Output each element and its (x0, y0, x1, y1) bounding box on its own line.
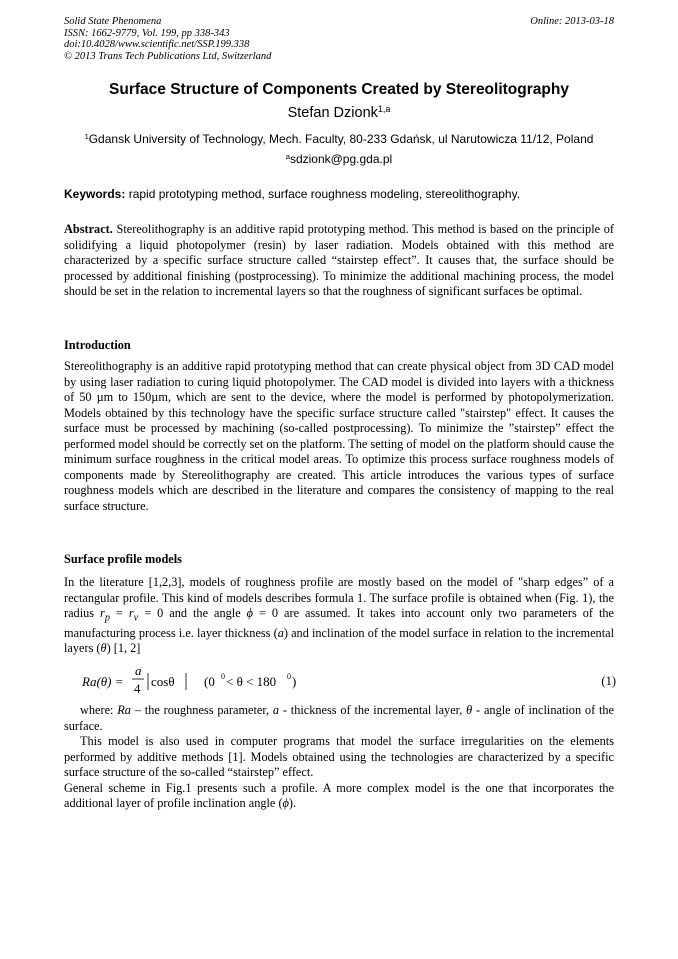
equation-degree-2: 0 (287, 672, 291, 681)
model-usage-paragraph: This model is also used in computer programs that model the surface irregularities on the elements performed by additive methods [1]. Models obtained using the technologies are characterized by a specific surface structure of the so-called “stairstep” effect. (64, 734, 614, 779)
paper-title: Surface Structure of Components Created by Stereolitography (109, 81, 569, 98)
introduction-paragraph (64, 359, 614, 514)
sub-p: p (104, 612, 110, 624)
equation-abs: cosθ (151, 674, 175, 689)
var-ra: Ra (117, 703, 131, 717)
author-email (40, 152, 638, 166)
keywords-label: Keywords: (64, 187, 126, 201)
equation-lhs: Ra(θ) = (82, 674, 124, 689)
journal-issn: ISSN: 1662-9779, Vol. 199, pp 338-343 (64, 27, 230, 39)
surface-profile-paragraph (64, 575, 614, 657)
section-heading-surface-profile: Surface profile models (64, 552, 182, 566)
abstract-text: Stereolithography is an additive rapid prototyping method. This method is based on the principle of solidifying a liquid photopolymer (resin) by laser radiation. Models obtained with this method are characterized by a specific surface structure called “stairstep effect”. It causes that, the surface should be processed by additional finishing (postprocessing). To minimize the additional machining process, the model should be set in the relation to incremental layers so that the roughness of significant surfaces be optimal. (64, 222, 614, 298)
text-run: ). (288, 796, 297, 810)
affiliation-marker: 1 (84, 131, 89, 141)
keywords-text: rapid prototyping method, surface roughness modeling, stereolithography. (128, 187, 521, 201)
var-r: r (128, 606, 134, 620)
equation-number: (1) (601, 674, 616, 688)
text-run: where: (80, 703, 118, 717)
journal-doi: doi:10.4028/www.scientific.net/SSP.199.338 (64, 39, 250, 50)
where-paragraph (64, 703, 614, 734)
sub-v: v (133, 612, 139, 624)
section-heading-introduction: Introduction (64, 338, 131, 352)
abstract-label: Abstract. (64, 222, 113, 236)
var-phi: ϕ (282, 796, 289, 810)
online-date: Online: 2013-03-18 (530, 16, 614, 27)
equation-range-open: (0 (204, 674, 215, 689)
email-marker: a (285, 151, 290, 161)
var-r: r (100, 606, 105, 620)
general-scheme-paragraph (64, 781, 614, 812)
affiliation-text: Gdansk University of Technology, Mech. Faculty, 80-233 Gdańsk, ul Narutowicza 11/12, Poland (88, 132, 594, 146)
journal-copyright: © 2013 Trans Tech Publications Ltd, Switzerland (64, 50, 272, 62)
text-run: = (109, 606, 129, 620)
journal-name: Solid State Phenomena (64, 16, 162, 27)
author-name: Stefan Dzionk (287, 105, 378, 121)
abstract (64, 222, 614, 300)
equation-degree-1: 0 (221, 672, 225, 681)
author-line (40, 105, 638, 121)
var-a: a (277, 625, 284, 640)
equation-range-mid: < θ < 180 (226, 674, 277, 689)
journal-header (64, 16, 271, 62)
text-run: = 0 are assumed. It takes into account only two parameters of the manufacturing process i.e. layer thickness ( (64, 606, 614, 640)
equation-formula (82, 660, 616, 700)
text-run: In the literature [1,2,3], models of roughness profile are mostly based on the model of "sharp edges” of a rectangular profile. This kind of models describes formula 1. The surface profile is obtained when (Fig. 1), the radius (64, 575, 614, 620)
var-theta: θ (100, 641, 107, 656)
affiliation (40, 132, 638, 146)
equation-1 (82, 660, 616, 700)
equation-numerator: a (135, 663, 142, 678)
email-text: sdzionk@pg.gda.pl (289, 152, 393, 166)
var-phi: ϕ (246, 606, 254, 620)
text-run: - angle of inclination of the surface. (64, 703, 615, 733)
text-run: - thickness of the incremental layer, (279, 703, 467, 717)
var-theta: θ (466, 703, 473, 717)
text-run: ) and inclination of the model surface in relation to the incremental layers ( (64, 625, 614, 656)
equation-denominator: 4 (134, 681, 141, 696)
equation-range-close: ) (292, 674, 297, 689)
introduction-text: Stereolithography is an additive rapid prototyping method that can create physical object from 3D CAD model by using laser radiation to curing liquid photopolymer. The CAD model is divided into layers with a thickness of 50 µm to 150µm, which are sent to the device, where the model is performed by photopolymerization. Models obtained by this technology have the specific surface structure called "stairstep" effect. It causes the surface must be processed by machining (so-called postprocessing). To minimize the ”stairstep” effect the performed model should be correctly set on the platform. The setting of model on the platform should cause the minimum surface roughness in the critical model areas. To optimize this process surface roughness models of components made by Stereolithography are created. This article introduces the various types of surface roughness models which are described in the literature and compares the consistency of mapping to the real surface structure. (64, 359, 614, 513)
author-affil-marker: 1,a (377, 104, 391, 115)
keywords (64, 187, 616, 201)
text-run: – the roughness parameter, (130, 703, 273, 717)
var-a: a (272, 703, 280, 717)
text-run: = 0 and the angle (138, 606, 247, 620)
text-run: ) [1, 2] (106, 641, 141, 656)
surface-profile-continuation (64, 703, 614, 812)
text-run: General scheme in Fig.1 presents such a profile. A more complex model is the one that incorporates the additional layer of profile inclination angle ( (64, 780, 614, 810)
